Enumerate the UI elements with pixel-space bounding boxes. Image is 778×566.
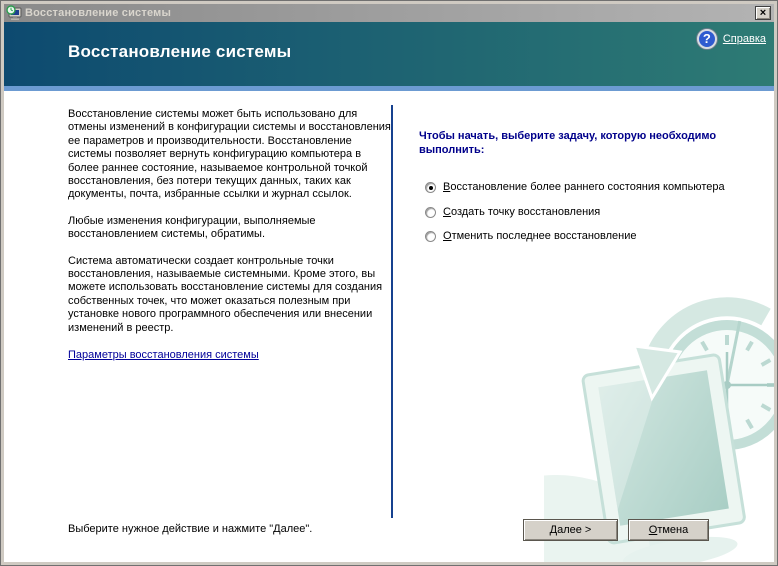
description-paragraph-2: Любые изменения конфигурации, выполняемые восстановлением системы, обратимы. [68,214,316,241]
cancel-button[interactable]: Отмена [628,519,709,541]
title-bar[interactable] [4,4,774,22]
window-title: Восстановление системы [25,7,172,19]
description-paragraph-1: Восстановление системы может быть использовано для отмены изменений в конфигурации системы и восстановления ее параметров и производительности. Восстановление системы позволяет вернуть конфигурацию компьютера в более раннее состояние, называемое контрольной точкой восстановления, без потери текущих данных, таких как документы, почта, избранные ссылки и журнал ссылок. [68,108,391,201]
close-icon: × [759,6,767,19]
content-area [4,91,774,562]
task-options [419,181,751,244]
radio-button-icon[interactable] [425,231,436,242]
help-link[interactable]: Справка [722,33,766,45]
radio-option-undo-last-restore[interactable] [425,230,751,244]
help-icon[interactable]: ? [697,29,717,49]
help-area [697,29,766,49]
radio-button-icon[interactable] [425,207,436,218]
restore-settings-link[interactable]: Параметры восстановления системы [68,349,259,362]
close-button[interactable] [755,6,771,20]
radio-selected-dot [429,186,433,190]
task-heading: Чтобы начать, выберите задачу, которую необходимо выполнить: [419,130,717,156]
system-restore-icon [6,5,22,21]
page-title: Восстановление системы [68,42,292,61]
description-panel [68,108,391,363]
radio-option-label: Создать точку восстановления [443,205,601,218]
task-panel [419,129,751,255]
radio-button-icon[interactable] [425,182,436,193]
next-button[interactable]: Далее > [523,519,618,541]
radio-option-create-restore-point[interactable] [425,206,751,220]
description-paragraph-3: Система автоматически создает контрольные точки восстановления, называемые системными. Кроме этого, вы можете использовать восстановление системы для создания собственных точек, что может оказаться полезным при установке нового программного обеспечения или внесении изменений в реестр. [68,254,383,334]
radio-option-label: Восстановление более раннего состояния компьютера [443,181,725,193]
radio-option-restore-earlier-state[interactable] [425,181,751,195]
vertical-divider [391,105,393,518]
header-banner [4,22,774,86]
footer-instruction: Выберите нужное действие и нажмите "Далее". [68,523,313,535]
radio-option-label: Отменить последнее восстановление [443,230,637,242]
